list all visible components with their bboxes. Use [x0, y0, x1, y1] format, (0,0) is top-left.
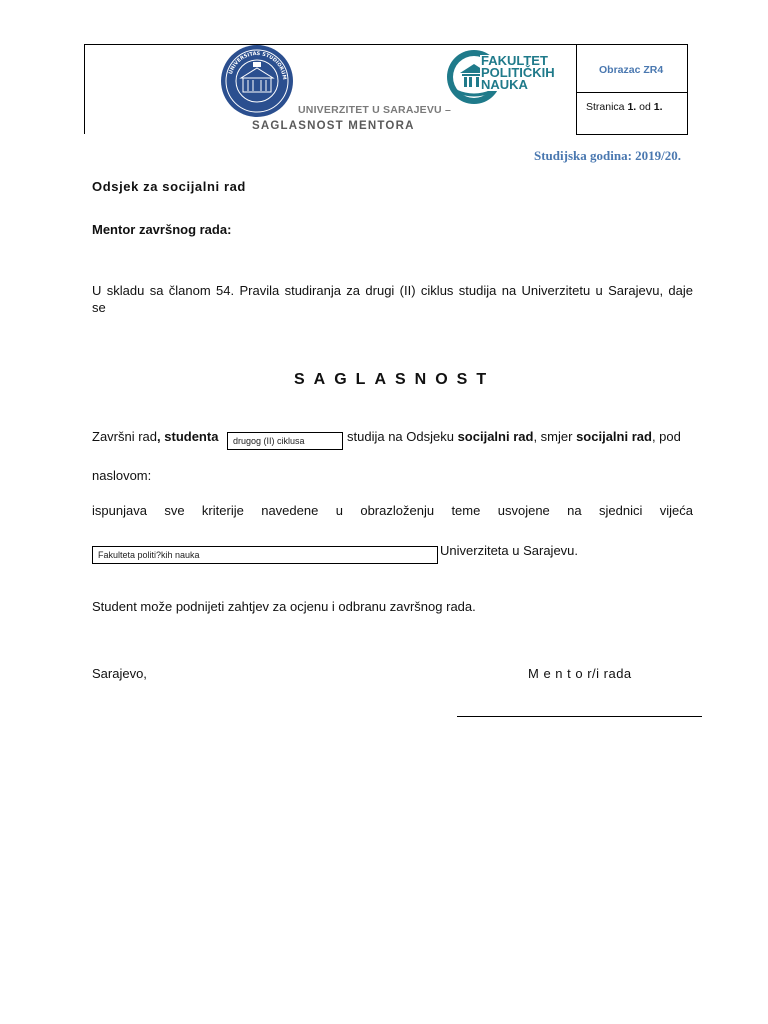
page-total: 1.: [653, 101, 663, 113]
university-seal-logo: [219, 44, 295, 118]
major-label: , smjer: [533, 429, 573, 444]
title-label: naslovom:: [92, 468, 152, 483]
thesis-label: Završni rad: [92, 429, 158, 444]
saglasnost-heading: SAGLASNOST: [294, 371, 496, 388]
study-at-dept: studija na Odsjeku: [347, 429, 454, 444]
place-label: Sarajevo,: [92, 666, 147, 681]
paragraph-1-start: [92, 429, 218, 444]
faculty-logo-line-1: FAKULTET: [481, 53, 548, 68]
form-code: Obrazac ZR4: [599, 64, 664, 76]
university-line: UNIVERZITET U SARAJEVU –: [298, 104, 451, 116]
faculty-logo-line-2: POLITIČKIH: [481, 65, 555, 80]
comma-student: , studenta: [157, 429, 219, 444]
document-title: SAGLASNOST MENTORA: [252, 120, 415, 132]
paragraph-1-rest: [347, 429, 681, 444]
faculty-logo-line-3: NAUKA: [481, 77, 528, 92]
signature-line: [457, 716, 702, 717]
request-statement: Student može podnijeti zahtjev za ocjenu i odbranu završnog rada.: [92, 599, 476, 614]
mentor-signature-label: M e n t o r/i rada: [528, 666, 632, 681]
faculty-logo: [446, 49, 576, 105]
page-of: od: [639, 101, 651, 113]
svg-text:UNIVERSITAS STUDIORUM SARAJEVE: UNIVERSITAS STUDIORUM: [227, 50, 288, 81]
faculty-field[interactable]: Fakulteta politi?kih nauka: [92, 546, 438, 564]
major-name: socijalni rad: [576, 429, 652, 444]
academic-year: Studijska godina: 2019/20.: [534, 148, 682, 163]
mentor-label: Mentor završnog rada:: [92, 222, 232, 237]
intro-line-1: U skladu sa članom 54. Pravila studiranja za drugi (II) ciklus studija na Univerzitetu u Sarajevu, daje: [92, 283, 693, 298]
department-name: socijalni rad: [457, 429, 534, 444]
university-suffix: Univerziteta u Sarajevu.: [440, 543, 579, 558]
cycle-field[interactable]: drugog (II) ciklusa: [227, 432, 343, 450]
department-label: Odsjek za socijalni rad: [92, 179, 246, 194]
page-info: [586, 101, 663, 113]
criteria-line: ispunjava sve kriterije navedene u obrazloženju teme usvojene na sjednici vijeća: [92, 503, 693, 518]
page-label: Stranica: [586, 101, 625, 113]
title-label-start: , pod: [651, 429, 681, 444]
page-current: 1.: [627, 101, 637, 113]
intro-line-2: se: [92, 300, 106, 315]
